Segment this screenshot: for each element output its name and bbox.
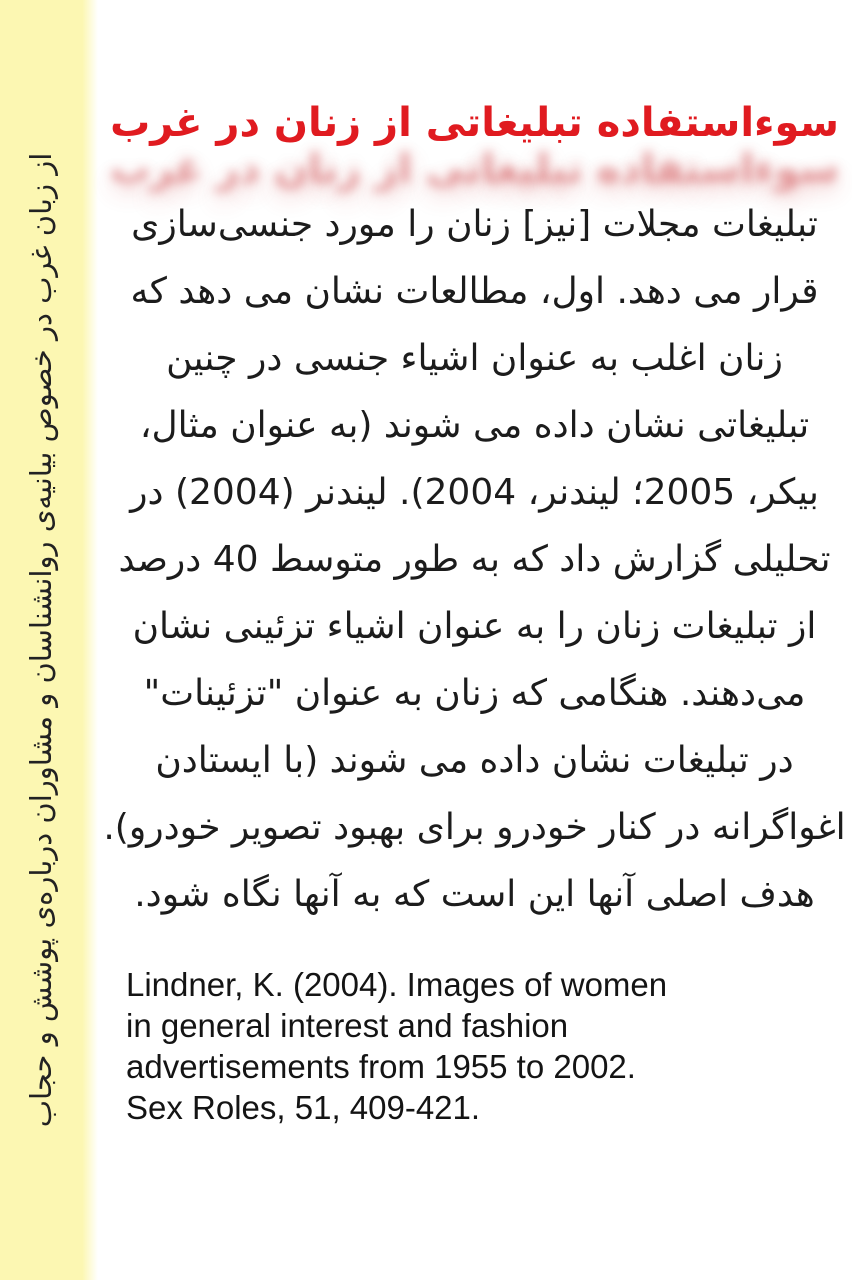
body-line: از تبلیغات زنان را به عنوان اشیاء تزئینی نشان xyxy=(132,606,817,647)
body-paragraph xyxy=(97,191,852,928)
page-title: سوءاستفاده تبلیغاتی از زنان در غرب xyxy=(110,100,839,146)
citation-line: in general interest and fashion xyxy=(126,1007,569,1044)
body-line: می‌دهند. هنگامی که زنان به عنوان "تزئینات" xyxy=(143,673,806,714)
body-line: در تبلیغات نشان داده می شوند (با ایستادن xyxy=(155,740,794,781)
citation-line: Lindner, K. (2004). Images of women xyxy=(126,966,668,1003)
body-line: اغواگرانه در کنار خودرو برای بهبود تصویر خودرو). xyxy=(103,807,846,848)
body-line: تبلیغاتی نشان داده می شوند (به عنوان مثال، xyxy=(139,405,810,446)
citation-line: advertisements from 1955 to 2002. xyxy=(126,1048,636,1085)
main-content xyxy=(97,0,852,1280)
sidebar-vertical-caption: از زبان غرب در خصوص بیانیه‌ی روانشناسان و مشاوران درباره‌ی پوشش و حجاب xyxy=(24,152,58,1128)
citation-line: Sex Roles, 51, 409-421. xyxy=(126,1089,481,1126)
body-line: بیکر، 2005؛ لیندنر، 2004). لیندنر (2004) در xyxy=(130,472,819,513)
sidebar xyxy=(0,0,98,1280)
body-line: تبلیغات مجلات [نیز] زنان را مورد جنسی‌سازی xyxy=(131,204,818,245)
citation xyxy=(126,964,667,1128)
body-line: قرار می دهد. اول، مطالعات نشان می دهد که xyxy=(130,271,819,312)
body-line: هدف اصلی آنها این است که به آنها نگاه شود. xyxy=(134,874,815,915)
body-line: تحلیلی گزارش داد که به طور متوسط 40 درصد xyxy=(118,539,831,580)
body-line: زنان اغلب به عنوان اشیاء جنسی در چنین xyxy=(166,338,783,379)
